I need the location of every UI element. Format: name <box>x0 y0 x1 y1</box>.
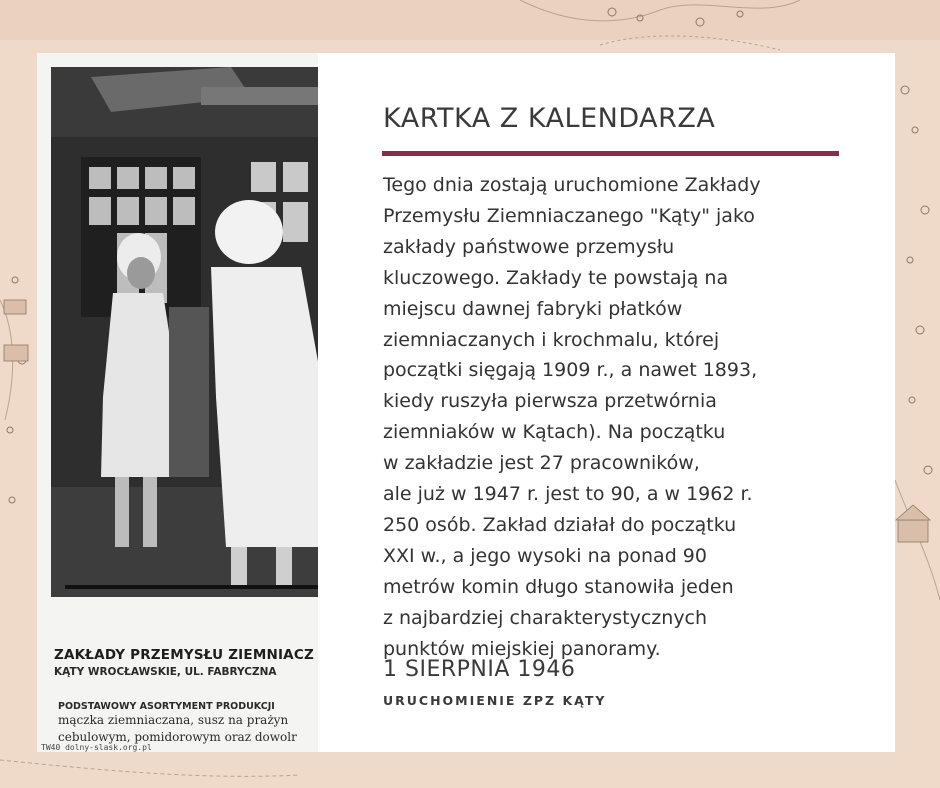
event-name: URUCHOMIENIE ZPZ KĄTY <box>383 693 607 708</box>
body-line: kiedy ruszyła pierwsza przetwórnia <box>383 390 717 413</box>
body-line: kluczowego. Zakłady te powstają na <box>383 266 729 289</box>
calendar-card <box>37 53 895 752</box>
event-date: 1 SIERPNIA 1946 <box>383 657 576 682</box>
factory-workers-photo <box>51 67 318 597</box>
photo-watermark: TW40 dolny-slask.org.pl <box>41 743 152 752</box>
body-line: 250 osób. Zakład działał do początku <box>383 513 737 536</box>
body-line: w zakładzie jest 27 pracowników, <box>383 452 700 475</box>
photo-caption-line: cebulowym, pomidorowym oraz dowolr <box>58 730 297 744</box>
body-line: zakłady państwowe przemysłu <box>383 235 675 258</box>
photo-caption-label: PODSTAWOWY ASORTYMENT PRODUKCJI <box>58 701 275 712</box>
photo-caption-address: KĄTY WROCŁAWSKIE, UL. FABRYCZNA <box>54 666 277 678</box>
archival-photo <box>37 53 318 752</box>
article-body <box>383 170 843 665</box>
title-divider <box>382 151 839 156</box>
body-line: z najbardziej charakterystycznych <box>383 606 708 629</box>
body-line: ziemniaków w Kątach). Na początku <box>383 421 726 444</box>
body-line: metrów komin długo stanowiła jeden <box>383 575 734 598</box>
body-line: ale już w 1947 r. jest to 90, a w 1962 r. <box>383 483 753 506</box>
body-line: XXI w., a jego wysoki na ponad 90 <box>383 544 707 567</box>
body-line: ziemniaczanych i krochmalu, której <box>383 328 720 351</box>
body-line: początki sięgają 1909 r., a nawet 1893, <box>383 359 758 382</box>
card-title: KARTKA Z KALENDARZA <box>383 103 716 134</box>
body-line: Przemysłu Ziemniaczanego "Kąty" jako <box>383 204 755 227</box>
body-line: Tego dnia zostają uruchomione Zakłady <box>383 174 761 196</box>
photo-caption-line: mączka ziemniaczana, susz na prażyn <box>58 713 289 727</box>
body-line: miejscu dawnej fabryki płatków <box>383 297 683 320</box>
body-line: punktów miejskiej panoramy. <box>383 637 661 660</box>
photo-caption-title: ZAKŁADY PRZEMYSŁU ZIEMNIACZ <box>54 647 314 663</box>
